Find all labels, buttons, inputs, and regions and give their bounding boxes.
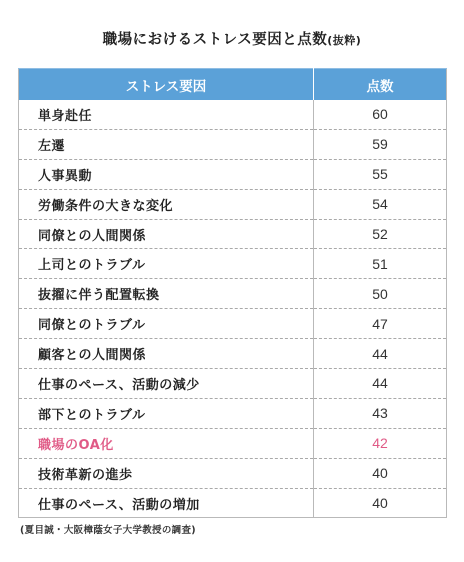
table-row <box>19 339 447 369</box>
stress-cause-cell: 部下とのトラブル <box>19 398 314 428</box>
stress-cause-cell: 職場のOA化 <box>19 428 314 458</box>
table-row <box>19 249 447 279</box>
stress-cause-cell: 労働条件の大きな変化 <box>19 189 314 219</box>
table-row <box>19 458 447 488</box>
header-stress-cause: ストレス要因 <box>19 69 314 101</box>
table-row <box>19 129 447 159</box>
stress-cause-cell: 左遷 <box>19 129 314 159</box>
table-row <box>19 279 447 309</box>
table-row <box>19 369 447 399</box>
table-row <box>19 428 447 458</box>
stress-cause-cell: 単身赴任 <box>19 100 314 129</box>
table-row <box>19 219 447 249</box>
header-score: 点数 <box>314 69 447 101</box>
score-cell: 52 <box>314 219 447 249</box>
stress-cause-cell: 仕事のペース、活動の増加 <box>19 488 314 518</box>
score-cell: 59 <box>314 129 447 159</box>
stress-cause-cell: 顧客との人間関係 <box>19 339 314 369</box>
score-cell: 44 <box>314 369 447 399</box>
score-cell: 42 <box>314 428 447 458</box>
score-cell: 40 <box>314 488 447 518</box>
table-row <box>19 100 447 129</box>
score-cell: 51 <box>314 249 447 279</box>
source-footnote: (夏目誠・大阪樟蔭女子大学教授の調査) <box>20 525 196 536</box>
table-row <box>19 488 447 518</box>
table-row <box>19 189 447 219</box>
title-sub: (抜粋) <box>327 34 362 47</box>
table-row <box>19 159 447 189</box>
score-cell: 43 <box>314 398 447 428</box>
score-cell: 60 <box>314 100 447 129</box>
stress-cause-cell: 同僚とのトラブル <box>19 309 314 339</box>
score-cell: 54 <box>314 189 447 219</box>
table-header-row <box>19 69 447 101</box>
stress-cause-cell: 上司とのトラブル <box>19 249 314 279</box>
table-body <box>19 100 447 518</box>
stress-table-container <box>18 68 446 514</box>
stress-cause-cell: 人事異動 <box>19 159 314 189</box>
score-cell: 40 <box>314 458 447 488</box>
table-row <box>19 398 447 428</box>
page-title <box>0 28 464 49</box>
title-main: 職場におけるストレス要因と点数 <box>102 32 328 48</box>
score-cell: 47 <box>314 309 447 339</box>
score-cell: 55 <box>314 159 447 189</box>
score-cell: 44 <box>314 339 447 369</box>
score-cell: 50 <box>314 279 447 309</box>
stress-cause-cell: 仕事のペース、活動の減少 <box>19 369 314 399</box>
stress-cause-cell: 技術革新の進歩 <box>19 458 314 488</box>
stress-table <box>18 68 447 518</box>
table-row <box>19 309 447 339</box>
stress-cause-cell: 抜擢に伴う配置転換 <box>19 279 314 309</box>
stress-cause-cell: 同僚との人間関係 <box>19 219 314 249</box>
